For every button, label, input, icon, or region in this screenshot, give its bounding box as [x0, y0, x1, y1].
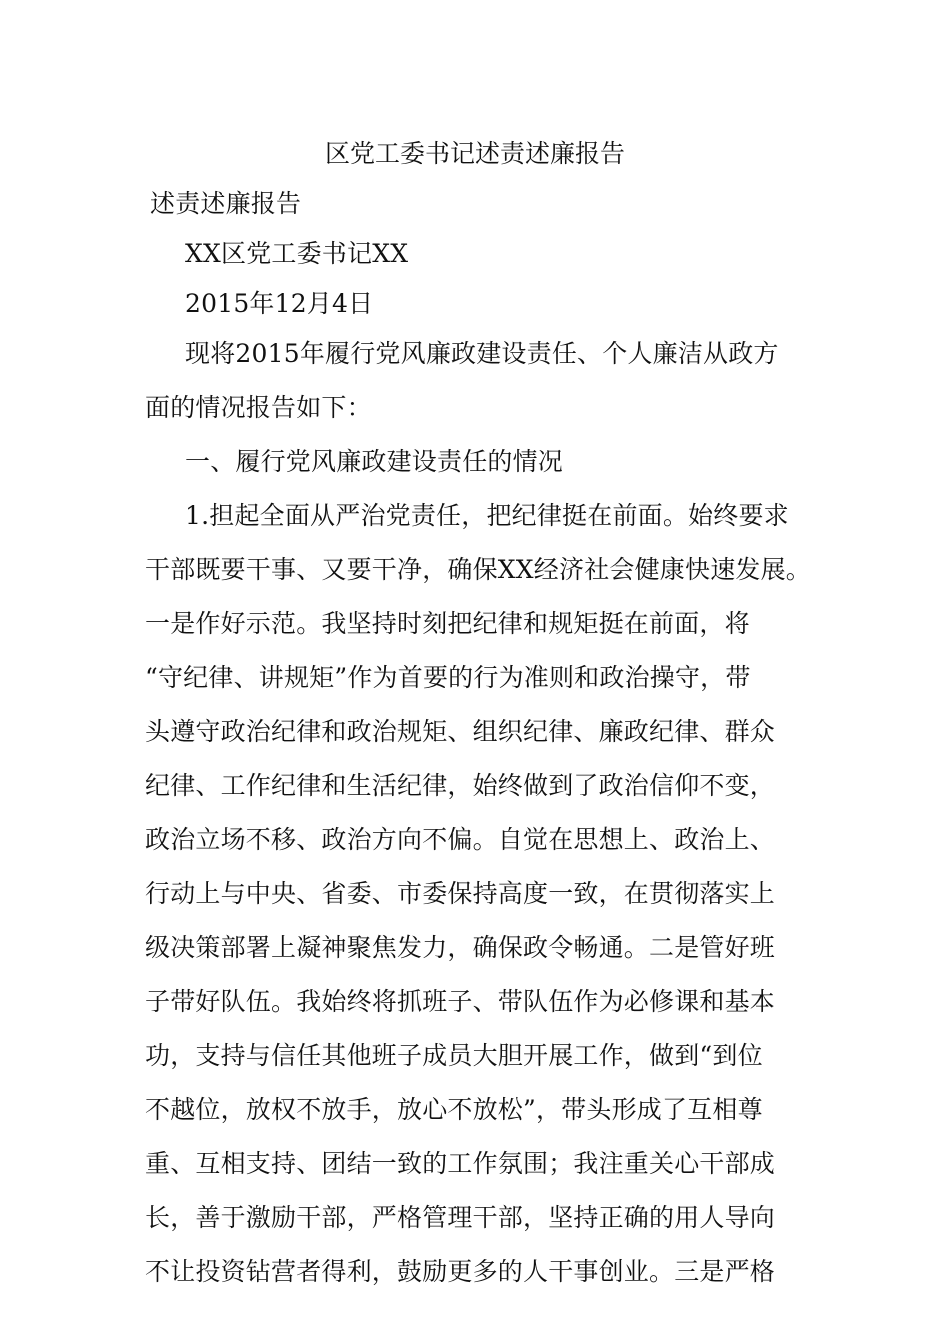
body-line: 功，支持与信任其他班子成员大胆开展工作，做到“到位 — [145, 1041, 763, 1070]
document-title: 区党工委书记述责述廉报告 — [324, 139, 625, 168]
body-line: 面的情况报告如下： — [145, 393, 372, 422]
body-line: 一是作好示范。我坚持时刻把纪律和规矩挺在前面，将 — [145, 609, 750, 638]
report-date: 2015年12月4日 — [185, 289, 374, 318]
report-body — [145, 327, 825, 1299]
section-heading: 一、履行党风廉政建设责任的情况 — [185, 447, 564, 476]
body-line: 不越位，放权不放手，放心不放松”，带头形成了互相尊 — [145, 1095, 763, 1124]
body-line: 政治立场不移、政治方向不偏。自觉在思想上、政治上、 — [145, 825, 776, 854]
body-line: 重、互相支持、团结一致的工作氛围；我注重关心干部成 — [145, 1149, 776, 1178]
body-line: 头遵守政治纪律和政治规矩、组织纪律、廉政纪律、群众 — [145, 717, 776, 746]
body-line: “守纪律、讲规矩”作为首要的行为准则和政治操守，带 — [145, 663, 751, 692]
body-line: 级决策部署上凝神聚焦发力，确保政令畅通。二是管好班 — [145, 933, 776, 962]
body-line: 现将2015年履行党风廉政建设责任、个人廉洁从政方 — [185, 339, 779, 368]
body-line: 不让投资钻营者得利，鼓励更多的人干事创业。三是严格 — [145, 1257, 776, 1286]
report-author: XX区党工委书记XX — [185, 239, 409, 268]
body-line: 干部既要干事、又要干净，确保XX经济社会健康快速发展。 — [145, 555, 811, 584]
report-heading: 述责述廉报告 — [150, 189, 302, 218]
subsection-heading: 1.担起全面从严治党责任，把纪律挺在前面。始终要求 — [185, 501, 789, 530]
body-line: 长，善于激励干部，严格管理干部，坚持正确的用人导向 — [145, 1203, 776, 1232]
body-line: 纪律、工作纪律和生活纪律，始终做到了政治信仰不变， — [145, 771, 776, 800]
body-line: 行动上与中央、省委、市委保持高度一致，在贯彻落实上 — [145, 879, 776, 908]
body-line: 子带好队伍。我始终将抓班子、带队伍作为必修课和基本 — [145, 987, 776, 1016]
